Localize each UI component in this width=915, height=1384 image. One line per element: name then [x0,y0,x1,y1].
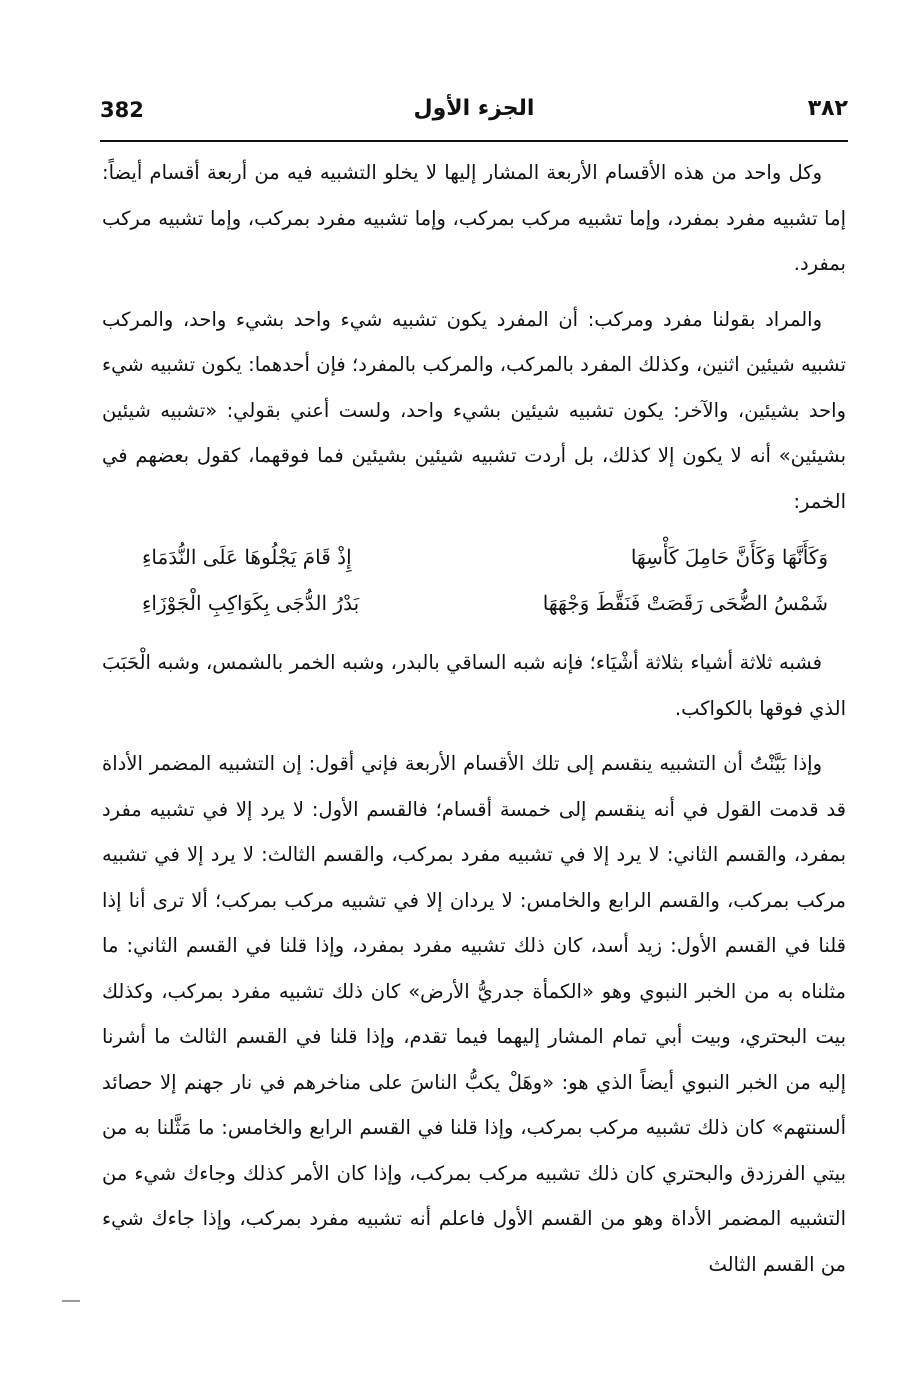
poem [102,534,846,626]
paragraph: وكل واحد من هذه الأقسام الأربعة المشار إليها لا يخلو التشبيه فيه من أربعة أقسام أيضاً: إما تشبيه مفرد بمفرد، وإما تشبيه مركب بمركب، وإما تشبيه مفرد بمركب، وإما تشبيه مركب بمفرد. [102,161,846,275]
paragraph: وإذا بَيَّنْتُ أن التشبيه ينقسم إلى تلك الأقسام الأربعة فإني أقول: إن التشبيه المضمر الأداة قد قدمت القول في أنه ينقسم إلى خمسة أقسام؛ فالقسم الأول: لا يرد إلا في تشبيه مفرد بمفرد، والقسم الثاني: لا يرد إلا في تشبيه مفرد بمركب، والقسم الثالث: لا يرد إلا في تشبيه مركب بمركب، والقسم الرابع والخامس: لا يردان إلا في تشبيه مركب بمركب؛ ألا ترى أنا إذا قلنا في القسم الأول: زيد أسد، كان ذلك تشبيه مفرد بمفرد، وإذا قلنا في القسم الثاني: ما مثلناه به من الخبر النبوي وهو «الكمأة جدريُّ الأرض» كان ذلك تشبيه مفرد بمركب، وكذلك بيت البحتري، وبيت أبي تمام المشار إليهما فيما تقدم، وإذا قلنا في القسم الثالث ما أشرنا إليه من الخبر النبوي أيضاً الذي هو: «وهَلْ يكبُّ الناسَ على مناخرهم في نار جهنم إلا حصائد ألسنتهم» كان ذلك تشبيه مركب بمركب، وإذا قلنا في القسم الرابع والخامس: ما مَثَّلنا به من بيتي الفرزدق والبحتري كان ذلك تشبيه مركب بمركب، وإذا كان الأمر كذلك وجاءك شيء من التشبيه المضمر الأداة وهو من القسم الأول فاعلم أنه تشبيه مفرد بمركب، وإذا جاءك شيء من القسم الثالث [102,752,846,1276]
poem-verse [102,534,846,580]
body-text [102,150,846,1287]
header-rule [100,140,848,142]
page-number-arabic: ٣٨٢ [807,96,848,121]
paragraph: فشبه ثلاثة أشياء بثلاثة أشْيَاء؛ فإنه شبه الساقي بالبدر، وشبه الخمر بالشمس، وشبه الْحَبَبَ الذي فوقها بالكواكب. [102,651,846,720]
page-header [100,96,848,134]
hemistich-first: شَمْسُ الضُّحَى رَقَصَتْ فَنَقَّطَ وَجْهَهَا [542,591,828,615]
page-number-latin: 382 [100,98,144,122]
scan-mark [62,1300,80,1302]
running-title: الجزء الأول [413,96,535,121]
poem-verse [102,580,846,626]
paragraph: والمراد بقولنا مفرد ومركب: أن المفرد يكون تشبيه شيء واحد بشيء واحد، والمركب تشبيه شيئين اثنين، وكذلك المفرد بالمركب، والمركب بالمفرد؛ فإن أحدهما: يكون تشبيه شيء واحد بشيئين، والآخر: يكون تشبيه شيئين بشيء واحد، ولست أعني بقولي: «تشبيه شيئين بشيئين» أنه لا يكون إلا كذلك، بل أردت تشبيه شيئين بشيئين فما فوقهما، كقول بعضهم في الخمر: [102,307,846,513]
hemistich-first: وَكَأَنَّهَا وَكَأَنَّ حَامِلَ كَأْسِهَا [630,545,828,569]
hemistich-second: بَدْرُ الدُّجَى بِكَوَاكِبِ الْجَوْزَاءِ [142,591,360,615]
hemistich-second: إِذْ قَامَ يَجْلُوهَا عَلَى النُّدَمَاءِ [142,545,352,569]
